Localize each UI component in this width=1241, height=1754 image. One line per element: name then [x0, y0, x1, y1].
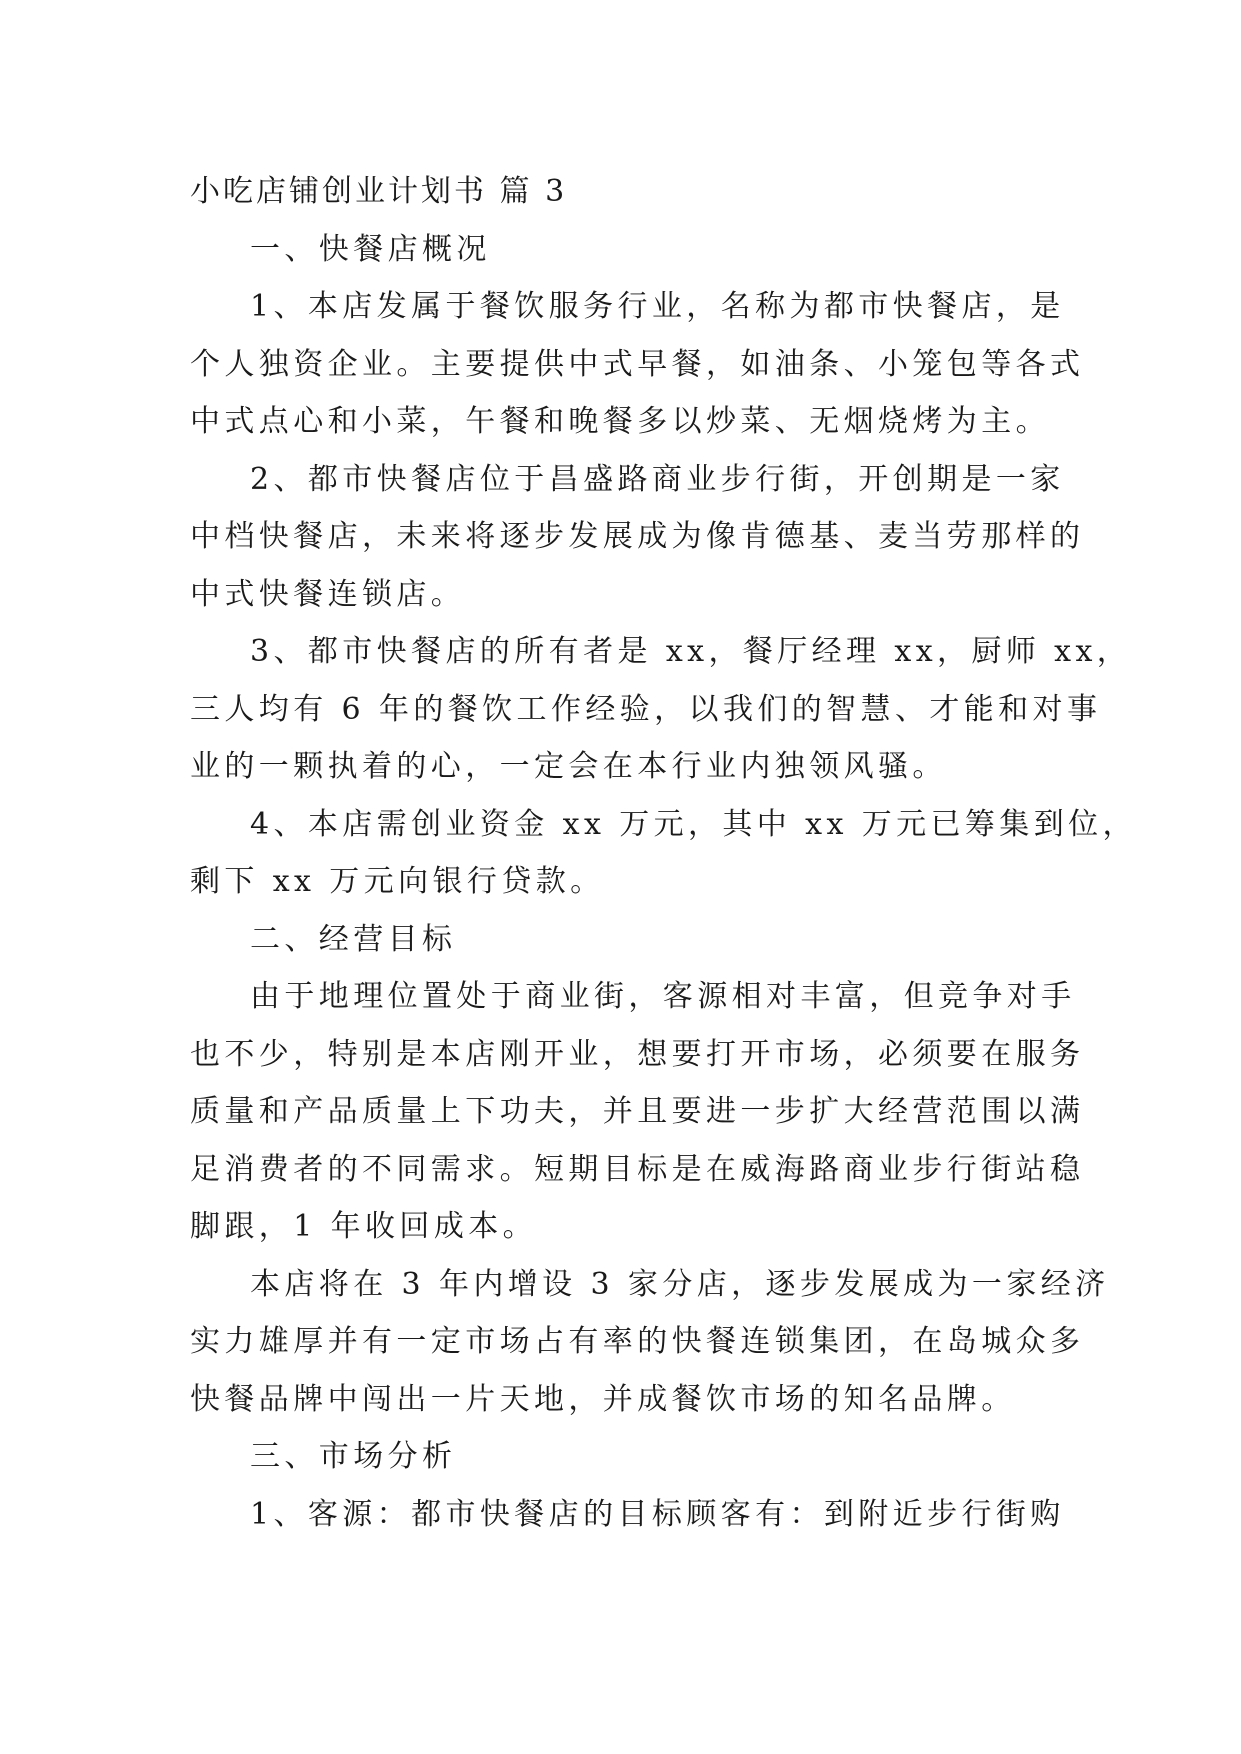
text-line: 也不少，特别是本店刚开业，想要打开市场，必须要在服务	[190, 1036, 1085, 1072]
text-line: 剩下 xx 万元向银行贷款。	[190, 864, 605, 899]
text-line: 三人均有 6 年的餐饮工作经验，以我们的智慧、才能和对事	[190, 691, 1102, 727]
text-line: 质量和产品质量上下功夫，并且要进一步扩大经营范围以满	[190, 1094, 1085, 1129]
text-line: 脚跟，1 年收回成本。	[190, 1209, 538, 1244]
text-line: 二、经营目标	[250, 921, 457, 957]
document-body	[190, 163, 1137, 1543]
document-lines	[190, 221, 1137, 1544]
text-line: 3、都市快餐店的所有者是 xx，餐厅经理 xx，厨师 xx，	[250, 634, 1132, 669]
text-line: 2、都市快餐店位于昌盛路商业步行街，开创期是一家	[250, 461, 1065, 497]
document-title: 小吃店铺创业计划书 篇 3	[190, 174, 568, 209]
text-line: 4、本店需创业资金 xx 万元，其中 xx 万元已筹集到位，	[250, 806, 1137, 842]
text-line: 一、快餐店概况	[250, 231, 491, 267]
text-line: 中档快餐店，未来将逐步发展成为像肯德基、麦当劳那样的	[190, 519, 1085, 554]
text-line: 业的一颗执着的心，一定会在本行业内独领风骚。	[190, 749, 947, 784]
text-line: 1、本店发属于餐饮服务行业，名称为都市快餐店，是	[250, 289, 1065, 324]
text-line: 由于地理位置处于商业街，客源相对丰富，但竞争对手	[250, 979, 1076, 1014]
text-line: 中式快餐连锁店。	[190, 576, 466, 612]
text-line: 1、客源：都市快餐店的目标顾客有：到附近步行街购	[250, 1496, 1065, 1532]
text-line: 本店将在 3 年内增设 3 家分店，逐步发展成为一家经济	[250, 1266, 1110, 1302]
text-line: 快餐品牌中闯出一片天地，并成餐饮市场的知名品牌。	[190, 1381, 1016, 1417]
text-line: 中式点心和小菜，午餐和晚餐多以炒菜、无烟烧烤为主。	[190, 404, 1050, 439]
text-line: 三、市场分析	[250, 1439, 457, 1474]
text-line: 足消费者的不同需求。短期目标是在威海路商业步行街站稳	[190, 1151, 1085, 1187]
text-line: 个人独资企业。主要提供中式早餐，如油条、小笼包等各式	[190, 346, 1085, 382]
text-line: 实力雄厚并有一定市场占有率的快餐连锁集团，在岛城众多	[190, 1324, 1085, 1359]
